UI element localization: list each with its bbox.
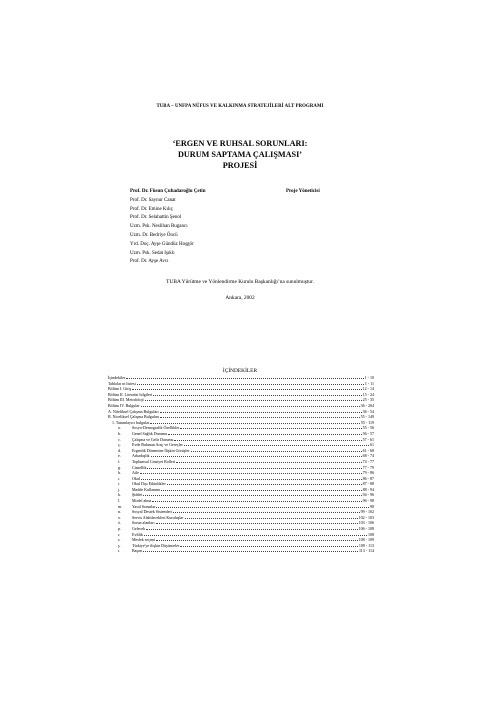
toc-dot-leader (174, 437, 361, 441)
toc-entry-label: Model alma (132, 498, 152, 504)
toc-entry-pages: 61 - 68 (362, 447, 374, 453)
toc-dot-leader (167, 481, 362, 485)
toc-entry-label: Okul Dışı Etkinlikler (132, 481, 166, 487)
toc-entry-letter: t. (118, 548, 121, 554)
toc-entry-label: Sorun alanları (132, 520, 155, 526)
toc-entry-label: Türkiye'ye ilişkin Düşünceler (132, 542, 180, 548)
toc-entry-letter: l. (118, 498, 121, 504)
toc-dot-leader (143, 492, 361, 496)
toc-entry-label: Yasal Sorunlar (132, 503, 156, 509)
toc-entry-label: 1. Tanımlayıcı bulgular (112, 419, 150, 425)
toc-dot-leader (161, 487, 361, 491)
toc-entry-label: Sosyal Destek Sistemleri (132, 509, 172, 515)
author-row (130, 223, 390, 232)
toc-entry-letter: o. (118, 514, 121, 520)
toc-entry-label: Aile (132, 470, 139, 476)
toc-entry-pages: 109 - 113 (358, 542, 374, 548)
project-title-line-3: PROJESİ (222, 161, 258, 170)
place-date: Ankara, 2002 (225, 295, 255, 301)
toc-entry-pages: 113 - 114 (358, 548, 374, 554)
author-name: Prof. Dr. Saynur Canat (130, 197, 176, 203)
toc-entry-letter: k. (118, 492, 121, 498)
toc-entry-pages: 1 - 10 (364, 375, 374, 380)
toc-entry-letter: g. (118, 464, 121, 470)
toc-entry-pages: 56 - 57 (362, 430, 374, 436)
toc-entry-pages: 88 - 94 (362, 486, 374, 492)
toc-dot-leader (153, 392, 361, 396)
toc-entry-label: Evlilik (132, 531, 143, 537)
toc-entry-label: B. Niceliksel Çalışma Bulguları (108, 414, 160, 420)
toc-entry-pages: 108 (368, 531, 374, 537)
toc-entry-letter: ş. (118, 542, 121, 548)
toc-entry-letter: i. (118, 481, 121, 487)
table-of-contents (108, 375, 374, 554)
author-row (130, 188, 390, 197)
toc-dot-leader (137, 381, 364, 385)
toc-entry-letter: f. (118, 458, 121, 464)
toc-dot-leader (156, 504, 369, 508)
toc-entry-pages: 86 - 87 (362, 475, 374, 481)
toc-dot-leader (176, 459, 361, 463)
toc-dot-leader (146, 526, 358, 530)
toc-entry-label: Meslek seçimi (132, 537, 156, 543)
toc-entry-pages: 57 - 61 (362, 436, 374, 442)
toc-dot-leader (180, 425, 361, 429)
toc-dot-leader (150, 420, 360, 424)
toc-entry-pages: 77 - 79 (362, 464, 374, 470)
toc-entry-letter: d. (118, 447, 121, 453)
toc-dot-leader (141, 476, 362, 480)
author-name: Prof. Dr. Ayşe Avcı (130, 259, 169, 265)
toc-entry-label: Tablolar ın listesi (108, 380, 136, 386)
author-row (130, 206, 390, 215)
author-name: Uzm. Dr. Bedriye Öncü (130, 232, 178, 238)
toc-entry-pages: 12 - 14 (362, 386, 374, 392)
toc-dot-leader (156, 537, 357, 541)
submission-note: TUBA Yürütme ve Yönlendirme Kurulu Başkanlığı’na sunulmuştur. (166, 279, 314, 285)
toc-dot-leader (184, 442, 369, 446)
toc-dot-leader (126, 375, 363, 379)
toc-entry-letter: h. (118, 470, 121, 476)
author-name: Prof. Dr. Füsun Çuhadaroğlu Çetin (130, 189, 206, 194)
project-title (0, 138, 480, 171)
toc-entry-pages: 55 - 119 (360, 419, 374, 425)
toc-title: İÇİNDEKİLER (222, 368, 258, 374)
toc-entry-letter: b. (118, 430, 121, 436)
author-row (130, 258, 390, 267)
toc-dot-leader (151, 453, 362, 457)
toc-entry-label: Bölüm I. Giriş (108, 386, 132, 392)
author-name: Prof. Dr. Selahattin Şenol (130, 215, 182, 221)
toc-entry-pages: 68 - 74 (362, 453, 374, 459)
toc-entry-label: Ergenlik Dönemine İlişkin Görüşler (132, 447, 190, 453)
toc-entry-letter: p. (118, 526, 121, 532)
toc-entry-label: Bölüm III. Metodoloji (108, 397, 144, 403)
toc-entry-letter: ı. (118, 475, 121, 481)
toc-entry-letter: a. (118, 425, 121, 431)
project-title-line-1: ‘ERGEN VE RUHSAL SORUNLARI: (172, 139, 308, 148)
toc-entry-label: Genel Sağlık Durumu (132, 430, 168, 436)
toc-entry-pages: 74 - 77 (362, 458, 374, 464)
toc-entry-label: Madde Kullanımı (132, 486, 161, 492)
toc-entry-letter: ö. (118, 520, 121, 526)
toc-entry-pages: 99 - 102 (360, 509, 374, 515)
toc-entry-label: Servis Alabilecekleri Kuruluşlar (132, 514, 184, 520)
toc-entry-label: Başarı (132, 548, 143, 554)
toc-dot-leader (132, 386, 361, 390)
author-role: Proje Yöneticisi (286, 189, 320, 194)
toc-dot-leader (140, 470, 362, 474)
toc-entry-letter: r. (118, 531, 121, 537)
toc-entry-letter: e. (118, 453, 121, 459)
toc-dot-leader (168, 431, 362, 435)
toc-dot-leader (185, 515, 358, 519)
toc-dot-leader (144, 532, 367, 536)
toc-entry-label: İçindekiler (108, 375, 126, 380)
author-name: Prof. Dr. Emine Kılıç (130, 206, 173, 212)
toc-dot-leader (191, 448, 362, 452)
toc-entry-pages: 98 (370, 503, 374, 509)
toc-entry-label: Toplumsal Cinsiyet Rolleri (132, 458, 176, 464)
toc-dot-leader (160, 414, 360, 418)
toc-dot-leader (147, 465, 361, 469)
toc-dot-leader (156, 520, 358, 524)
author-list (130, 188, 390, 267)
toc-entry-pages: 25 - 35 (362, 397, 374, 403)
author-row (130, 241, 390, 250)
author-name: Uzm. Psk. Neslihan Rugancı (130, 224, 188, 230)
toc-entry-letter: j. (118, 486, 121, 492)
toc-entry-pages: 79 - 86 (362, 470, 374, 476)
toc-entry-label: Bölüm IV. Bulgular (108, 402, 140, 408)
toc-entry-pages: 106 - 108 (358, 526, 374, 532)
toc-dot-leader (173, 509, 360, 513)
toc-entry-pages: 94 - 96 (362, 492, 374, 498)
toc-entry-pages: 36 - 54 (362, 408, 374, 414)
author-name: Yrd. Doç. Ayşe Gündüz Hoşgör (130, 241, 194, 247)
toc-entry-letter: m. (118, 503, 123, 509)
toc-entry[interactable] (108, 548, 374, 554)
program-heading: TUBA – UNFPA NÜFUS VE KALKINMA STRATEJİLERİ ALT PROGRAMI (156, 104, 324, 109)
toc-entry-label: Okul (132, 475, 140, 481)
toc-entry-label: Evde Bulunan Araç ve Gereçler (132, 442, 183, 448)
toc-entry-pages: 108 - 109 (358, 537, 374, 543)
toc-entry-label: Sosyo-Demografik Özellikler (132, 425, 180, 431)
author-name: Uzm. Psk. Sedat Işıklı (130, 250, 175, 256)
toc-entry-letter: n. (118, 509, 121, 515)
toc-entry-pages: 36 - 204 (360, 402, 374, 408)
toc-entry-pages: 61 (370, 442, 374, 448)
toc-entry-label: Bölüm II. Literatür bilgileri (108, 391, 153, 397)
toc-entry-pages: 96 - 98 (362, 498, 374, 504)
toc-entry-letter: s. (118, 537, 121, 543)
toc-entry-label: Şiddet (132, 492, 143, 498)
toc-entry-pages: 1 - 11 (364, 380, 374, 386)
toc-dot-leader (143, 548, 358, 552)
toc-entry-label: Çalışma ve Gelir Durumu (132, 436, 174, 442)
toc-entry-pages: 55 - 149 (360, 414, 374, 420)
author-row (130, 197, 390, 206)
author-row (130, 232, 390, 241)
toc-entry-letter: ç. (118, 442, 121, 448)
toc-entry-pages: 103 - 106 (358, 520, 374, 526)
toc-entry-pages: 87 - 88 (362, 481, 374, 487)
toc-entry-pages: 15 - 24 (362, 391, 374, 397)
toc-entry-label: Gelecek (132, 526, 146, 532)
toc-dot-leader (152, 498, 361, 502)
toc-entry-label: Cinsellik (132, 464, 147, 470)
toc-dot-leader (141, 403, 360, 407)
toc-entry-label: A. Niteliksel Çalışma Bulguları (108, 408, 159, 414)
author-row (130, 250, 390, 259)
project-title-line-2: DURUM SAPTAMA ÇALIŞMASI’ (177, 150, 303, 159)
toc-entry-letter: c. (118, 436, 121, 442)
author-row (130, 214, 390, 223)
toc-dot-leader (145, 397, 362, 401)
toc-dot-leader (160, 409, 362, 413)
toc-dot-leader (180, 543, 357, 547)
toc-entry-label: Arkadaşlık (132, 453, 150, 459)
toc-entry-pages: 55 - 56 (362, 425, 374, 431)
toc-entry-pages: 102 - 103 (358, 514, 374, 520)
